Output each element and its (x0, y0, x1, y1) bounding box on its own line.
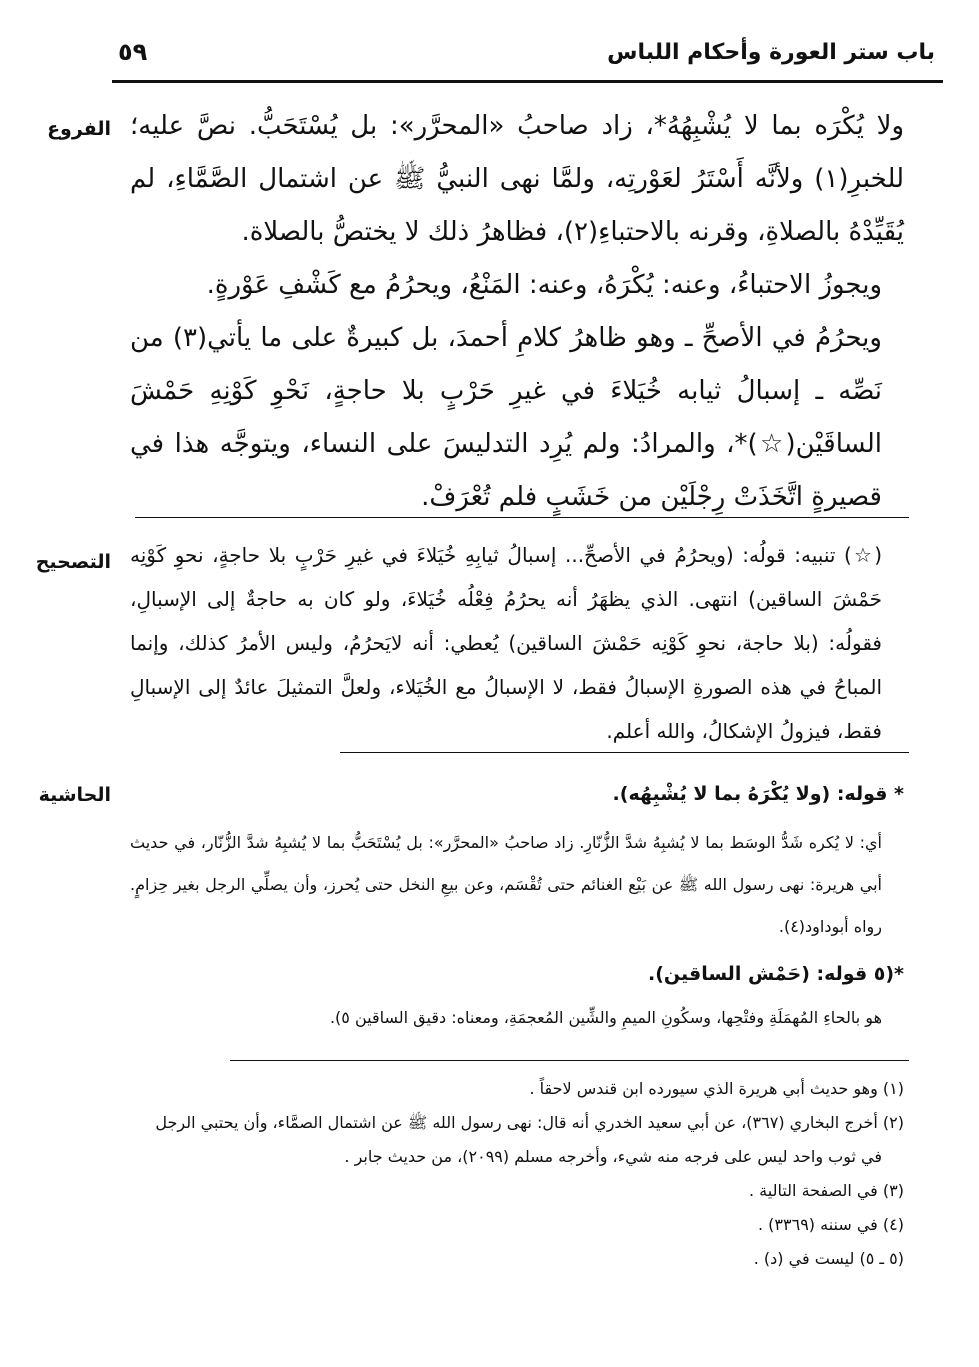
main-paragraph: ولا يُكْرَه بما لا يُشْبِهُهُ*، زاد صاحبُ «المحرَّر»: بل يُسْتَحَبُّ. نصَّ عليه؛ للخبرِ(١) ولأنَّه أَسْتَرُ لعَوْرتِه، ولمَّا نهى النبيُّ ﷺ عن اشتمال الصَّمَّاءِ، لم يُقَيِّدْهُ بالصلاةِ، وقرنه بالاحتباءِ(٢)، فظاهرُ ذلك لا يختصُّ بالصلاة. (130, 111, 904, 247)
main-text (130, 100, 904, 524)
tashih-text (130, 533, 904, 753)
hashiya-heading: *(٥ قوله: (حَمْش الساقين). (648, 963, 904, 985)
footnote: (٣) في الصفحة التالية . (749, 1181, 904, 1200)
margin-label-furu: الفروع (47, 118, 111, 140)
section-divider (135, 517, 909, 518)
main-paragraph: ويجوزُ الاحتباءُ، وعنه: يُكْرَهُ، وعنه: المَنْعُ، ويحرُمُ مع كَشْفِ عَوْرةٍ. (206, 270, 882, 300)
main-paragraph: ويحرُمُ في الأصحِّ ـ وهو ظاهرُ كلامِ أحمدَ، بل كبيرةٌ على ما يأتي(٣) من نَصِّه ـ إسبالُ ثيابه خُيَلاءَ في غيرِ حَرْبٍ بلا حاجةٍ، نَحْوِ كَوْنِهِ حَمْشَ الساقَيْن(☆)*، والمرادُ: ولم يُرِد التدليسَ على النساء، ويتوجَّه هذا في قصيرةٍ اتَّخَذَتْ رِجْلَيْن من خَشَبٍ فلم تُعْرَفْ. (130, 323, 882, 512)
tashih-paragraph: (☆) تنبيه: قولُه: (ويحرُمُ في الأصحِّ... إسبالُ ثيابِهِ خُيَلاءَ في غيرِ حَرْبٍ بلا حاجةٍ، نحوِ كَوْنِه حَمْشَ الساقين) انتهى. الذي يظهَرُ أنه يحرُمُ فِعْلُه خُيَلاءَ، ولو كان به حاجةٌ إلى الإسبالِ، فقولُه: (بلا حاجة، نحوِ كَوْنِه حَمْشَ الساقين) يُعطي: أنه لايَحرُمُ، وليس الأمرُ كذلك، وإنما المباحُ في هذه الصورةِ الإسبالُ فقط، لا الإسبالُ مع الخُيَلاء، ولعلَّ التمثيلَ عائدٌ إلى الإسبالِ فقط، فيزولُ الإشكالُ، والله أعلم. (130, 543, 882, 743)
page-number: ٥٩ (118, 38, 148, 66)
footnote: (١) وهو حديث أبي هريرة الذي سيورده ابن قندس لاحقاً . (529, 1079, 904, 1098)
hashiya-paragraph: هو بالحاءِ المُهمَلَةِ وفتْحِها، وسكُونِ الميمِ والشِّين المُعجمَةِ، ومعناه: دقيق الساقين ٥). (329, 1008, 882, 1027)
footnote-continuation: في ثوب واحد ليس على فرجه منه شيء، وأخرجه مسلم (٢٠٩٩)، من حديث جابر . (344, 1147, 882, 1166)
margin-label-hashiya: الحاشية (38, 784, 111, 806)
footnote: (٥ ـ ٥) ليست في (د) . (753, 1249, 904, 1268)
section-divider (340, 752, 909, 753)
hashiya-heading: * قوله: (ولا يُكْرَهُ بما لا يُشْبِهُه). (612, 783, 904, 805)
footnote: (٤) في سننه (٣٣٦٩) . (757, 1215, 904, 1234)
footnote: (٢) أخرج البخاري (٣٦٧)، عن أبي سعيد الخدري أنه قال: نهى رسول الله ﷺ عن اشتمال الصمَّاء، وأن يحتبي الرجل (155, 1113, 904, 1132)
margin-label-tashih: التصحيح (35, 551, 111, 573)
running-header-title: باب ستر العورة وأحكام اللباس (607, 40, 935, 65)
header-rule (112, 80, 943, 83)
hashiya-text (130, 770, 904, 1038)
footnotes (130, 1072, 904, 1276)
footnote-divider (230, 1060, 909, 1061)
hashiya-paragraph: أي: لا يُكره شَدُّ الوسَط بما لا يُشبِهُ شدَّ الزُّنّارِ. زاد صاحبُ «المحرَّر»: بل يُسْتَحَبُّ بما لا يُشبِهُ شدَّ الزُّنّار، في حديث أبي هريرة: نهى رسول الله ﷺ عن بَيْع الغنائم حتى تُقْسَم، وعن بيعِ النخل حتى يُحرز، وأن يصلِّي الرجل بغير حِزامٍ. رواه أبوداود(٤). (130, 833, 882, 936)
